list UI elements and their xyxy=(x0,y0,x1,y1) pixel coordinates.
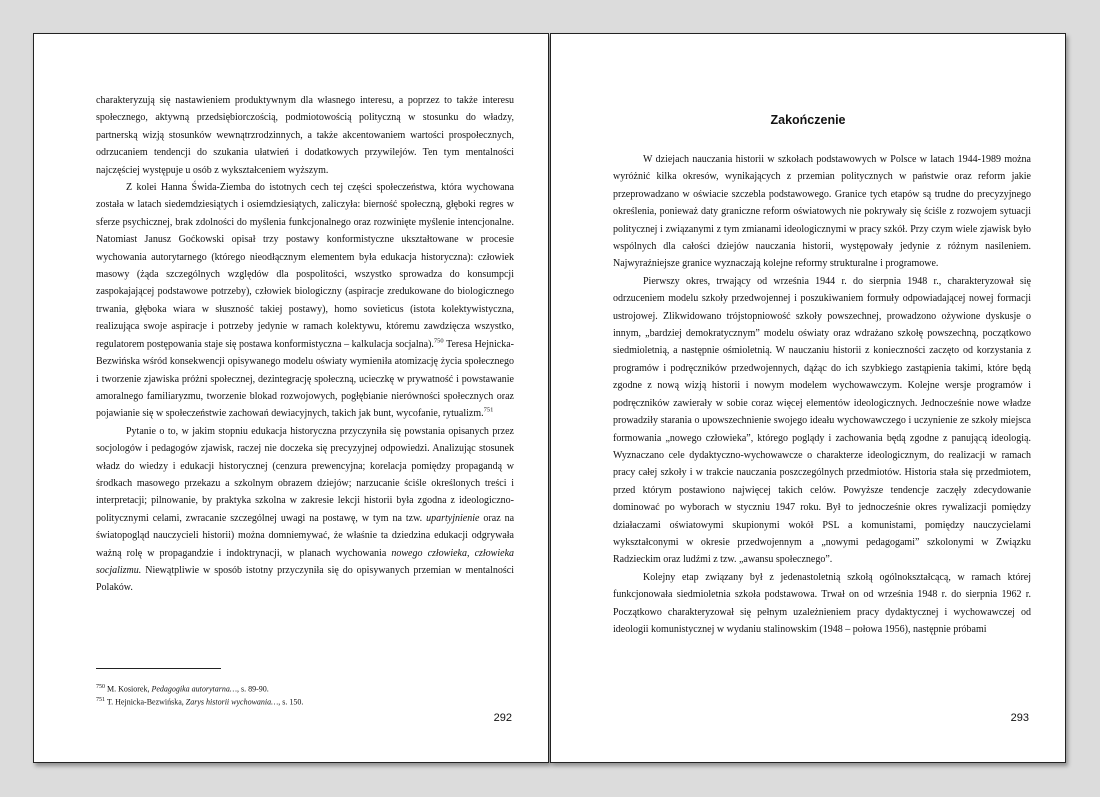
left-paragraph-1: charakteryzują się nastawieniem produktywnym dla własnego interesu, a poprzez to także interesu społecznego, aktywną przedsiębiorczością, podmiotowością polityczną w stosunku do władzy, partnerską wizją stosunków wewnątrzrodzinnych, a także akcentowaniem wartości prospołecznych, odrzucaniem tendencji do szukania ułatwień i dodatkowych przywilejów. Ten tym mentalności najczęściej występuje u osób z wykształceniem wyższym. xyxy=(96,95,514,176)
page-number-left: 292 xyxy=(493,712,512,724)
footnote-751 xyxy=(96,695,514,708)
left-page-body xyxy=(96,92,514,597)
page-number-right: 293 xyxy=(1010,712,1029,724)
left-paragraph-3-end: Niewątpliwie w sposób istotny przyczyniła się do opisywanych przemian w mentalności Polaków. xyxy=(96,564,515,594)
chapter-title: Zakończenie xyxy=(770,113,846,127)
left-italic-term: upartyjnienie xyxy=(426,512,480,524)
left-paragraph-3-cont: oraz na światopogląd nauczycieli historii) można domniemywać, że właśnie ta dziedzina edukacji odgrywała ważną rolę w propagandzie i indoktrynacji, w planach wychowania xyxy=(96,512,515,559)
left-paragraph-3-text: Pytanie o to, w jakim stopniu edukacja historyczna przyczyniła się powstania opisanych przez socjologów i pedagogów zjawisk, raczej nie doczeka się precyzyjnej odpowiedzi. Analizując stosunek władz do wiedzy i edukacji historycznej (cenzura prewencyjna; korelacja pomiędzy propagandą w środkach masowego przekazu a szkolnym obrazem dziejów; narzucanie ściśle określonych treści i interpretacji; pilnowanie, by praktyka szkolna w zakresie lekcji historii była zgodna z ideologiczno-politycznymi celami, zwracanie szczególnej uwagi na postawę, w tym na tzw. xyxy=(96,425,514,524)
footnote-title: Zarys historii wychowania… xyxy=(185,697,279,707)
footnote-divider xyxy=(96,668,221,669)
right-paragraph-3: Kolejny etap związany był z jedenastoletnią szkołą ogólnokształcącą, w ramach której funkcjonowała siedmioletnia szkoła podstawowa. Trwał on od września 1948 r. do sierpnia 1962 r. Początkowo charakteryzował się pełnym uzależnieniem pracy dydaktycznej i wychowawczej od ideologii komunistycznej w wydaniu stalinowskim (1948 – połowa 1956), następnie próbami xyxy=(613,571,1031,635)
footnote-ref-750[interactable]: 750 xyxy=(433,337,444,345)
footnote-num: 751 xyxy=(96,696,105,703)
footnote-author: T. Hejnicka-Bezwińska, xyxy=(106,697,184,707)
footnote-ref-751[interactable]: 751 xyxy=(483,406,494,414)
footnotes xyxy=(96,682,514,707)
footnote-pages: , s. 150. xyxy=(278,697,304,707)
right-page-body xyxy=(613,151,1031,638)
footnote-title: Pedagogika autorytarna… xyxy=(151,684,237,694)
left-paragraph-2 xyxy=(96,179,514,423)
right-paragraph-1: W dziejach nauczania historii w szkołach podstawowych w Polsce w latach 1944-1989 można wyróżnić kilka okresów, wynikających z przemian politycznych w państwie oraz reform jakie przeprowadzano w oświacie szczebla podstawowego. Granice tych etapów są trudne do precyzyjnego określenia, ponieważ daty graniczne reform oświatowych nie pokrywały się ściśle z rozwojem sytuacji politycznej i związanymi z tym zmianami ideologicznymi w pracy szkół. Przy czym wiele zjawisk było wspólnych dla całości dziejów nauczania historii, występowały jedynie z różnym nasileniem. Najwyraźniejsze granice wyznaczają kolejne reformy strukturalne i programowe. xyxy=(613,154,1031,270)
footnote-750 xyxy=(96,682,514,695)
left-italic-phrase: nowego człowieka, człowieka socjalizmu. xyxy=(96,547,515,576)
footnote-pages: , s. 89-90. xyxy=(237,684,269,694)
left-paragraph-2-cont: Teresa Hejnicka-Bezwińska wśród konsekwencji opisywanego modelu oświaty wymieniła atomizację życia społecznego i tworzenie zjawiska próżni społecznej, dezintegrację społeczną, ucieczkę w prywatność i powstawanie amoralnego familiaryzmu, tworzenie blokad rozwojowych, pogłębianie nierówności społecznych oraz pojawianie się w społeczeństwie zachowań dewiacyjnych, takich jak bunt, wycofanie, rytualizm. xyxy=(96,338,514,420)
left-paragraph-3 xyxy=(96,423,514,597)
right-page xyxy=(550,33,1066,763)
left-page xyxy=(33,33,549,763)
footnote-num: 750 xyxy=(96,684,105,690)
right-paragraph-2: Pierwszy okres, trwający od września 1944 r. do sierpnia 1948 r., charakteryzował się odrzuceniem modelu szkoły przedwojennej i poszukiwaniem formuły odpowiadającej nowej formacji ustrojowej. Zlikwidowano trójstopniowość szkoły powszechnej, prowadzono ożywione dyskusje o innym, „bardziej demokratycznym” modelu oświaty oraz wdrażano szkołę powszechną, początkowo siedmioletnią, a następnie ośmioletnią. W nauczaniu historii z konieczności zaczęto od korzystania z programów i podręczników przedwojennych, dążąc do ich szybkiego zastąpienia takimi, które będą zgodne z nową wizją historii i nowym modelem wychowawczym. Kolejne wersje programów i podręczników zawierały w sobie coraz więcej elementów ideologicznych. Jednocześnie nowe władze prowadziły starania o upowszechnienie swojego ideału wychowawczego i uczynienie ze szkoły miejsca formowania „nowego człowieka”, którego poglądy i zachowania będą zgodne z panującą ideologią. Wyznaczano cele dydaktyczno-wychowawcze o charakterze ideologicznym, do realizacji w ramach pracy całej szkoły i w trakcie nauczania poszczególnych przedmiotów. Historia stała się przedmiotem, przed którym postawiono najwięcej takich celów. Powyższe tendencje zaczęły zdecydowanie dominować po wyborach w styczniu 1947 roku. Był to jednocześnie okres rywalizacji pomiędzy działaczami oświatowymi skupionymi wokół PSL a komunistami, pomiędzy nauczycielami wykształconymi w okresie przedwojennym a „nowymi pedagogami” szkolonymi w Związku Radzieckim oraz ludźmi z tzw. „awansu społecznego”. xyxy=(613,275,1031,566)
footnote-author: M. Kosiorek, xyxy=(107,684,150,694)
left-paragraph-2-text: Z kolei Hanna Świda-Ziemba do istotnych cech tej części społeczeństwa, która wychowana została w latach siedemdziesiątych i osiemdziesiątych, zaliczyła: bierność społeczną, głęboki regres w sferze psychicznej, brak zdolności do myślenia funkcjonalnego oraz rozwinięte myślenie intencjonalne. Natomiast Janusz Goćkowski opisał trzy postawy konformistyczne ukształtowane w procesie wychowania autorytarnego (którego nieodłącznym elementem była edukacja historyczna): człowiek masowy (żąda szczególnych względów dla pospolitości, wszystko sprowadza do konsumpcji zaspokajającej podstawowe potrzeby), człowiek biologiczny (aspiracje zredukowane do biologicznego trwania, głęboka wiara w słuszność takiej postawy), homo sovieticus (istota kolektywistyczna, realizująca swoje aspiracje i potrzeby jedynie w ramach kolektywu, któremu zawdzięcza wszystko, regulatorem postępowania staje się postawa konformistyczna – kalkulacja socjalna). xyxy=(96,182,514,350)
